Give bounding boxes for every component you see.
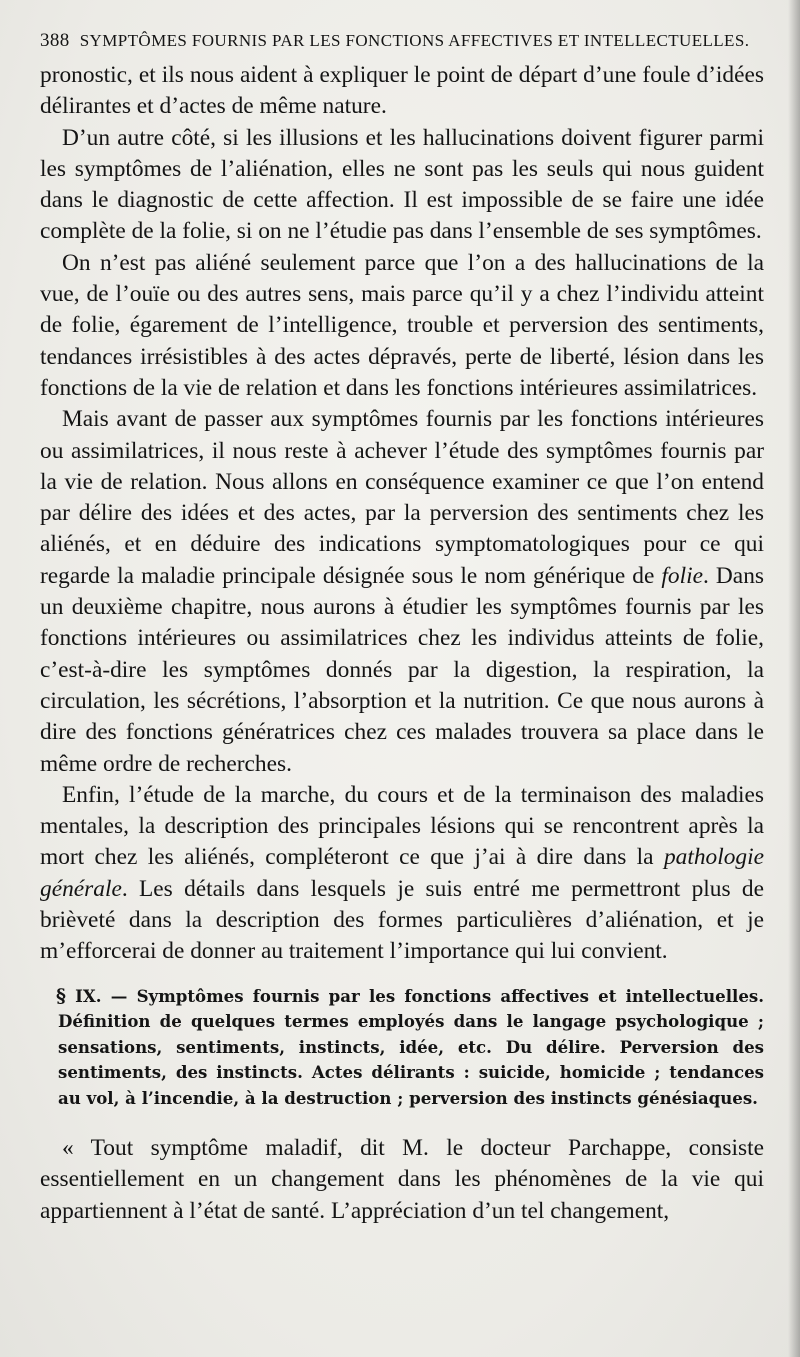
paragraph-5 — [40, 780, 764, 968]
page-edge-shadow — [788, 0, 800, 1357]
main-text — [40, 60, 764, 968]
paragraph-4-part-1: Mais avant de passer aux symptômes fournis par les fonctions intérieures ou assimilatrices, il nous reste à achever l’étude des symptômes fournis par la vie de relation. Nous allons en conséquence examiner ce que l’on entend par délire des idées et des actes, par la perversion des sentiments chez les aliénés, et en déduire des indications symptomatologiques pour ce qui regarde la maladie principale désignée sous le nom générique de — [40, 406, 764, 589]
paragraph-5-italic: pathologie générale — [40, 844, 764, 902]
section-heading-text: IX. — Symptômes fournis par les fonctions affectives et intellectuelles. Définition de quelques termes employés dans le langage psychologique ; sensations, sentiments, instincts, idée, etc. Du délire. Perversion des sentiments, des instincts. Actes délirants : suicide, homicide ; tendances au vol, à l’incendie, à la destruction ; perversion des instincts génésiaques. — [58, 985, 765, 1108]
quote-block — [40, 1133, 764, 1227]
section-mark: § — [56, 984, 66, 1007]
running-head — [40, 30, 764, 52]
paragraph-2: D’un autre côté, si les illusions et les hallucinations doivent figurer parmi les symptômes de l’aliénation, elles ne sont pas les seuls qui nous guident dans le diagnostic de cette affection. Il est impossible de se faire une idée complète de la folie, si on ne l’étudie pas dans l’ensemble de ses symptômes. — [40, 124, 764, 245]
paragraph-4-italic: folie — [661, 562, 703, 589]
paragraph-1: pronostic, et ils nous aident à expliquer le point de départ d’une foule d’idées délirantes et d’actes de même nature. — [40, 62, 764, 120]
paragraph-5-part-2: . Les détails dans lesquels je suis entré me permettront plus de brièveté dans la description des formes particulières d’aliénation, et je m’efforcerai de donner au traitement l’importance qui lui convient. — [40, 875, 764, 965]
section-heading — [40, 984, 764, 1112]
paragraph-3: On n’est pas aliéné seulement parce que l’on a des hallucinations de la vue, de l’ouïe ou des autres sens, mais parce qu’il y a chez l’individu atteint de folie, égarement de l’intelligence, trouble et perversion des sentiments, tendances irrésistibles à des actes dépravés, perte de liberté, lésion dans les fonctions de la vie de relation et dans les fonctions intérieures assimilatrices. — [40, 249, 764, 401]
page-number: 388 — [40, 30, 70, 51]
running-title: SYMPTÔMES FOURNIS PAR LES FONCTIONS AFFECTIVES ET INTELLECTUELLES. — [79, 31, 750, 50]
quote-paragraph: « Tout symptôme maladif, dit M. le docteur Parchappe, consiste essentiellement en un changement dans les phénomènes de la vie qui appartiennent à l’état de santé. L’appréciation d’un tel changement, — [40, 1135, 764, 1224]
paragraph-5-part-1: Enfin, l’étude de la marche, du cours et de la terminaison des maladies mentales, la description des principales lésions qui se rencontrent après la mort chez les aliénés, compléteront ce que j’ai à dire dans la — [40, 781, 764, 871]
paragraph-4 — [40, 404, 764, 780]
paragraph-4-part-2: . Dans un deuxième chapitre, nous aurons à étudier les symptômes fournis par les fonctions intérieures ou assimilatrices chez les individus atteints de folie, c’est-à-dire les symptômes donnés par la digestion, la respiration, la circulation, les sécrétions, l’absorption et la nutrition. Ce que nous aurons à dire des fonctions génératrices chez ces malades trouvera sa place dans le même ordre de recherches. — [40, 562, 764, 777]
